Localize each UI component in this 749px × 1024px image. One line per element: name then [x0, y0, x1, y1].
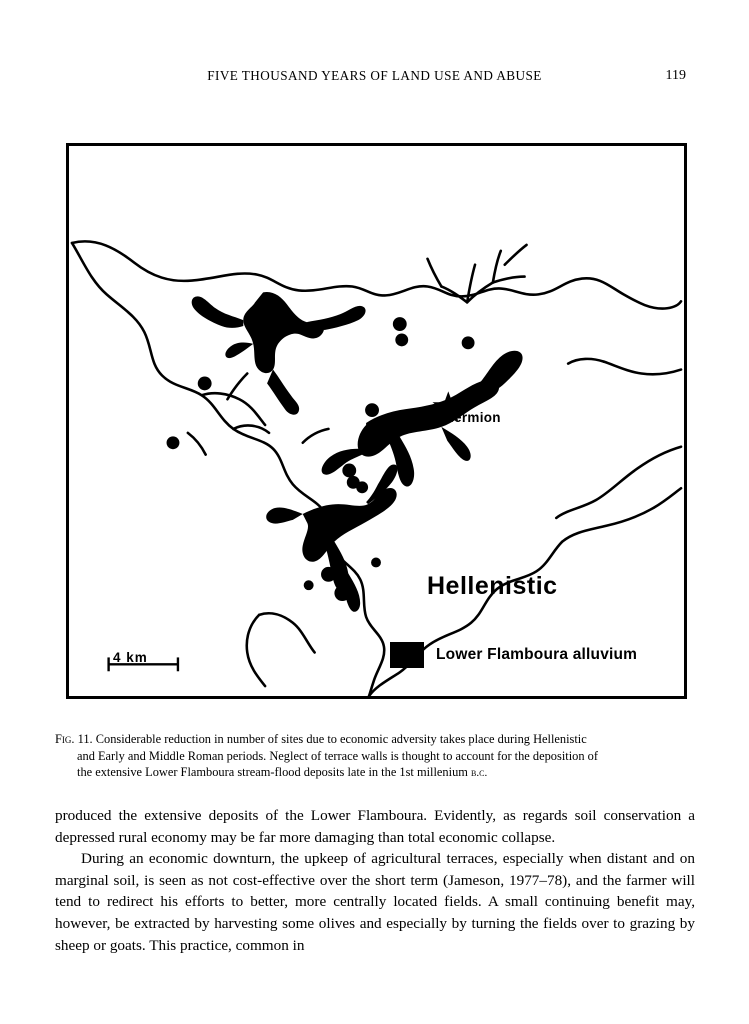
legend-swatch [390, 642, 424, 668]
caption-text-line3-main: the extensive Lower Flamboura stream-flood deposits late in the 1st millenium [77, 765, 472, 780]
caption-text-line2: and Early and Middle Roman periods. Neglect of terrace walls is thought to account for the deposition of [77, 748, 598, 763]
running-head [0, 68, 749, 88]
map-label-period: Hellenistic [427, 572, 558, 600]
figure-map [66, 143, 687, 699]
map-label-hermion: Hermion [444, 410, 501, 425]
caption-text-line1: Considerable reduction in number of sites due to economic adversity takes place during Hellenistic [95, 732, 587, 746]
site-dots [167, 317, 475, 601]
paragraph-2: During an economic downturn, the upkeep of agricultural terraces, especially when distant and on marginal soil, is seen as not cost-effective over the short term (Jameson, 1977–78), and the farmer will tend to redirect his efforts to better, more centrally located fields. A small continuing benefit may, however, be extracted by harvesting some olives and especially by turning the fields over to grazing by sheep or goats. This practice, common in [55, 850, 695, 954]
caption-era-abbrev: b.c. [471, 767, 488, 780]
running-head-title: FIVE THOUSAND YEARS OF LAND USE AND ABUSE [207, 68, 542, 83]
figure-caption [55, 731, 695, 782]
scale-bar-label: 4 km [113, 650, 148, 665]
caption-text-line3 [55, 764, 695, 782]
figure-number: Fig. 11. [55, 732, 93, 746]
map-graphic [69, 146, 684, 696]
legend-label: Lower Flamboura alluvium [436, 646, 638, 663]
paragraph-1: produced the extensive deposits of the Lower Flamboura. Evidently, as regards soil conservation a depressed rural economy may be far more damaging than total economic collapse. [55, 807, 695, 846]
page-number: 119 [665, 68, 686, 83]
body-text [55, 805, 695, 956]
